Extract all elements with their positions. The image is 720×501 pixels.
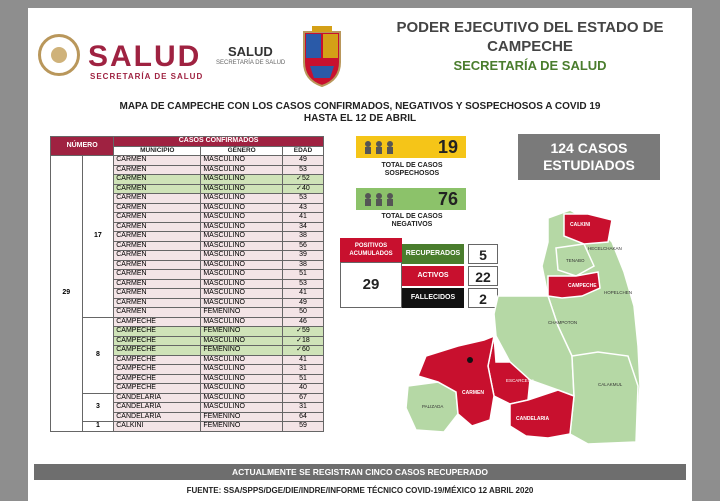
map-label-tenabo: TENABO xyxy=(566,258,585,263)
map-label-palizada: PALIZADA xyxy=(422,404,444,409)
col-header-municipio: MUNICIPIO xyxy=(114,146,201,156)
deceased-value: 2 xyxy=(468,288,498,308)
genero-cell: MASCULINO xyxy=(201,298,283,308)
municipio-cell: CARMEN xyxy=(114,251,201,261)
government-header xyxy=(378,18,682,73)
map-region-calkini xyxy=(564,214,612,244)
genero-cell: MASCULINO xyxy=(201,279,283,289)
map-label-candelaria: CANDELARIA xyxy=(516,416,550,422)
genero-cell: MASCULINO xyxy=(201,365,283,375)
edad-cell: 67 xyxy=(282,393,323,403)
municipio-cell: CANDELARIA xyxy=(114,393,201,403)
genero-cell: MASCULINO xyxy=(201,241,283,251)
map-label-hopelchen: HOPELCHEN xyxy=(604,290,633,295)
edad-cell: 53 xyxy=(282,279,323,289)
campeche-map xyxy=(398,186,644,450)
municipio-cell: CARMEN xyxy=(114,203,201,213)
map-label-escarcega: ESCARCEGA xyxy=(506,378,535,383)
municipio-cell: CALKINI xyxy=(114,422,201,432)
salud-state-logo-subtitle: SECRETARÍA DE SALUD xyxy=(216,60,286,66)
edad-cell: 41 xyxy=(282,355,323,365)
municipio-cell: CARMEN xyxy=(114,184,201,194)
group-count-cell: 1 xyxy=(82,422,114,432)
edad-cell: 43 xyxy=(282,203,323,213)
genero-cell: MASCULINO xyxy=(201,222,283,232)
genero-cell: MASCULINO xyxy=(201,184,283,194)
genero-cell: FEMENINO xyxy=(201,327,283,337)
group-count-cell: 17 xyxy=(82,156,114,318)
municipio-cell: CANDELARIA xyxy=(114,403,201,413)
col-header-genero: GÉNERO xyxy=(201,146,283,156)
edad-cell: 38 xyxy=(282,232,323,242)
edad-cell: 49 xyxy=(282,298,323,308)
edad-cell: ✓59 xyxy=(282,327,323,337)
municipio-cell: CARMEN xyxy=(114,260,201,270)
edad-cell: 31 xyxy=(282,365,323,375)
genero-cell: MASCULINO xyxy=(201,232,283,242)
genero-cell: MASCULINO xyxy=(201,175,283,185)
group-count-cell: 8 xyxy=(82,317,114,393)
title-line-1: MAPA DE CAMPECHE CON LOS CASOS CONFIRMADOS, NEGATIVOS Y SOSPECHOSOS A COVID 19 xyxy=(119,101,601,112)
edad-cell: 39 xyxy=(282,251,323,261)
edad-cell: 34 xyxy=(282,222,323,232)
edad-cell: 38 xyxy=(282,260,323,270)
edad-cell: 41 xyxy=(282,289,323,299)
infographic-sheet xyxy=(28,8,692,501)
footer-note: ACTUALMENTE SE REGISTRAN CINCO CASOS RECUPERADO xyxy=(34,464,686,480)
municipio-cell: CARMEN xyxy=(114,279,201,289)
genero-cell: MASCULINO xyxy=(201,165,283,175)
salud-logo-text: SALUD xyxy=(88,40,202,73)
genero-cell: MASCULINO xyxy=(201,213,283,223)
municipio-cell: CANDELARIA xyxy=(114,412,201,422)
map-label-campeche: CAMPECHE xyxy=(568,283,597,289)
edad-cell: ✓18 xyxy=(282,336,323,346)
municipio-cell: CARMEN xyxy=(114,194,201,204)
edad-cell: ✓40 xyxy=(282,184,323,194)
genero-cell: MASCULINO xyxy=(201,403,283,413)
genero-cell: MASCULINO xyxy=(201,317,283,327)
municipio-cell: CARMEN xyxy=(114,175,201,185)
active-label: ACTIVOS xyxy=(402,266,464,286)
map-region-calakmul xyxy=(570,352,638,444)
genero-cell: MASCULINO xyxy=(201,260,283,270)
municipio-cell: CAMPECHE xyxy=(114,384,201,394)
municipio-cell: CAMPECHE xyxy=(114,317,201,327)
title-line-2: HASTA EL 12 DE ABRIL xyxy=(303,113,417,124)
table-row xyxy=(51,393,324,403)
genero-cell: FEMENINO xyxy=(201,422,283,432)
genero-cell: FEMENINO xyxy=(201,308,283,318)
municipio-cell: CAMPECHE xyxy=(114,346,201,356)
salud-state-logo-text: SALUD xyxy=(228,44,273,59)
municipio-cell: CARMEN xyxy=(114,289,201,299)
col-header-confirmados: CASOS CONFIRMADOS xyxy=(114,137,324,147)
location-dot xyxy=(467,357,473,363)
col-header-edad: EDAD xyxy=(282,146,323,156)
salud-logo-subtitle: SECRETARÍA DE SALUD xyxy=(90,72,204,81)
genero-cell: MASCULINO xyxy=(201,289,283,299)
map-label-champoton: CHAMPOTON xyxy=(548,320,578,325)
edad-cell: 56 xyxy=(282,241,323,251)
recovered-value: 5 xyxy=(468,244,498,264)
genero-cell: MASCULINO xyxy=(201,393,283,403)
map-label-hecelchakan: HECELCHAKAN xyxy=(588,246,622,251)
map-label-carmen: CARMEN xyxy=(462,390,484,396)
positive-cumulative-value: 29 xyxy=(340,262,402,308)
genero-cell: FEMENINO xyxy=(201,412,283,422)
municipio-cell: CARMEN xyxy=(114,213,201,223)
table-row xyxy=(51,422,324,432)
genero-cell: MASCULINO xyxy=(201,374,283,384)
genero-cell: MASCULINO xyxy=(201,270,283,280)
municipio-cell: CARMEN xyxy=(114,165,201,175)
people-group-icon xyxy=(362,192,398,206)
edad-cell: 50 xyxy=(282,308,323,318)
people-group-icon xyxy=(362,140,398,154)
total-confirmed-cell: 29 xyxy=(51,156,83,432)
campeche-coat-of-arms-icon xyxy=(300,24,344,88)
genero-cell: MASCULINO xyxy=(201,336,283,346)
municipio-cell: CAMPECHE xyxy=(114,327,201,337)
edad-cell: 64 xyxy=(282,412,323,422)
map-label-calakmul: CALAKMUL xyxy=(598,382,623,387)
genero-cell: MASCULINO xyxy=(201,384,283,394)
genero-cell: MASCULINO xyxy=(201,194,283,204)
table-row xyxy=(51,317,324,327)
positive-cumulative-label: POSITIVOS ACUMULADOS xyxy=(340,238,402,262)
genero-cell: MASCULINO xyxy=(201,156,283,166)
edad-cell: 31 xyxy=(282,403,323,413)
page-title xyxy=(48,101,672,125)
municipio-cell: CAMPECHE xyxy=(114,365,201,375)
edad-cell: 46 xyxy=(282,317,323,327)
municipio-cell: CARMEN xyxy=(114,222,201,232)
government-title: PODER EJECUTIVO DEL ESTADO DE CAMPECHE xyxy=(396,19,664,55)
genero-cell: MASCULINO xyxy=(201,203,283,213)
genero-cell: MASCULINO xyxy=(201,251,283,261)
table-row xyxy=(51,156,324,166)
deceased-label: FALLECIDOS xyxy=(402,288,464,308)
edad-cell: 41 xyxy=(282,213,323,223)
edad-cell: 53 xyxy=(282,165,323,175)
municipio-cell: CAMPECHE xyxy=(114,374,201,384)
suspected-cases-box xyxy=(356,136,466,158)
municipio-cell: CARMEN xyxy=(114,270,201,280)
edad-cell: 53 xyxy=(282,194,323,204)
col-header-numero: NÚMERO xyxy=(51,137,114,156)
negative-cases-value: 76 xyxy=(437,189,458,209)
edad-cell: 51 xyxy=(282,270,323,280)
negative-cases-label: TOTAL DE CASOS NEGATIVOS xyxy=(381,213,443,228)
edad-cell: 40 xyxy=(282,384,323,394)
national-emblem-icon xyxy=(38,34,80,76)
edad-cell: 59 xyxy=(282,422,323,432)
municipio-cell: CARMEN xyxy=(114,308,201,318)
edad-cell: 49 xyxy=(282,156,323,166)
map-label-calkini: CALKINI xyxy=(570,222,591,228)
recovered-label: RECUPERADOS xyxy=(402,244,464,264)
active-value: 22 xyxy=(468,266,498,286)
header-logos xyxy=(38,16,378,96)
studied-cases-box: 124 CASOS ESTUDIADOS xyxy=(518,134,660,180)
source-citation: FUENTE: SSA/SPPS/DGE/DIE/INDRE/INFORME TÉCNICO COVID-19/MÉXICO 12 ABRIL 2020 xyxy=(186,486,534,495)
group-count-cell: 3 xyxy=(82,393,114,422)
government-subtitle: SECRETARÍA DE SALUD xyxy=(453,58,607,73)
genero-cell: MASCULINO xyxy=(201,355,283,365)
confirmed-cases-table xyxy=(50,136,324,432)
municipio-cell: CARMEN xyxy=(114,241,201,251)
municipio-cell: CAMPECHE xyxy=(114,355,201,365)
municipio-cell: CARMEN xyxy=(114,156,201,166)
suspected-cases-value: 19 xyxy=(437,137,458,157)
edad-cell: ✓52 xyxy=(282,175,323,185)
suspected-cases-label: TOTAL DE CASOS SOSPECHOSOS xyxy=(381,162,443,177)
municipio-cell: CAMPECHE xyxy=(114,336,201,346)
genero-cell: FEMENINO xyxy=(201,346,283,356)
edad-cell: 51 xyxy=(282,374,323,384)
municipio-cell: CARMEN xyxy=(114,232,201,242)
edad-cell: ✓60 xyxy=(282,346,323,356)
municipio-cell: CARMEN xyxy=(114,298,201,308)
